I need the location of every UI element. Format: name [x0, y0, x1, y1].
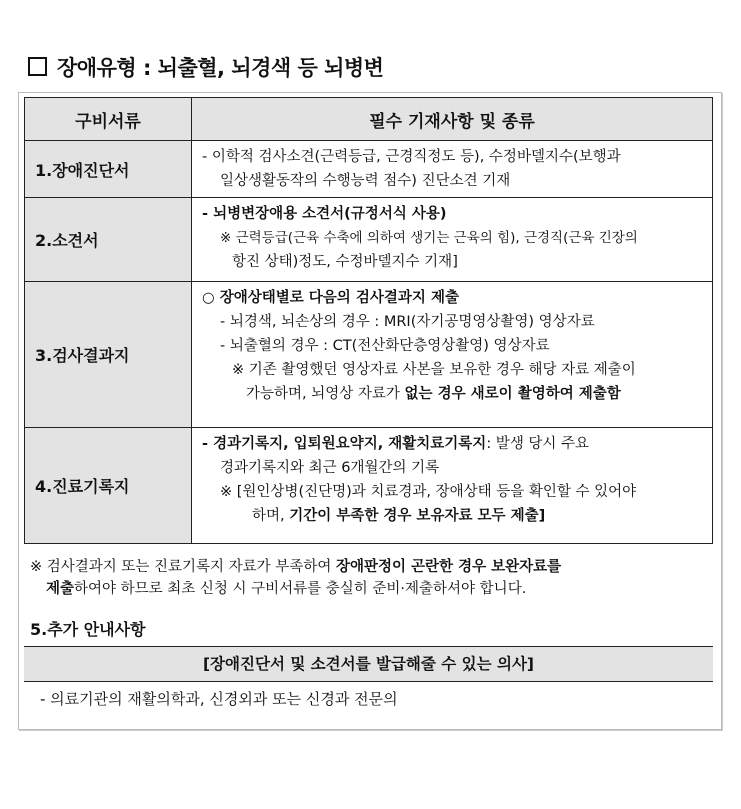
- table-row: [25, 141, 713, 198]
- notice-bold1: 장애판정이 곤란한 경우 보완자료를: [335, 559, 562, 575]
- section5-heading: 5.추가 안내사항: [30, 620, 146, 639]
- text-line: 일상생활동작의 수행능력 점수) 진단소견 기재: [220, 173, 511, 189]
- text-segment-bold: 없는 경우 새로이 촬영하여 제출함: [404, 386, 621, 402]
- doctor-info-bar: [장애진단서 및 소견서를 발급해줄 수 있는 의사]: [24, 646, 713, 682]
- notice-line2: [30, 578, 710, 600]
- header-requirements: 필수 기재사항 및 종류: [192, 98, 713, 141]
- row-content: [192, 198, 713, 282]
- text-line: [202, 432, 702, 456]
- text-line: ※ [원인상병(진단명)과 치료경과, 장애상태 등을 확인할 수 있어야: [220, 484, 637, 500]
- checkbox-square-icon: [28, 57, 47, 76]
- table-row: [25, 282, 713, 428]
- text-segment-bold: 기간이 부족한 경우 보유자료 모두 제출]: [289, 508, 546, 524]
- row-label: 2.소견서: [25, 198, 192, 282]
- text-line: - 뇌경색, 뇌손상의 경우 : MRI(자기공명영상촬영) 영상자료: [220, 314, 595, 330]
- text-line: [202, 504, 702, 528]
- notice-text: [30, 556, 710, 600]
- text-line: - 뇌병변장애용 소견서(규정서식 사용): [202, 206, 447, 222]
- text-segment: 가능하며, 뇌영상 자료가: [246, 386, 400, 402]
- page-title: [28, 52, 383, 82]
- table-row: [25, 198, 713, 282]
- row-content: [192, 428, 713, 544]
- page-title-text: 장애유형 : 뇌출혈, 뇌경색 등 뇌병변: [57, 56, 384, 80]
- doctor-info-item: - 의료기관의 재활의학과, 신경외과 또는 신경과 전문의: [40, 690, 398, 708]
- text-line: ※ 근력등급(근육 수축에 의하여 생기는 근육의 힘), 근경직(근육 긴장의: [220, 230, 638, 246]
- notice-part1: ※ 검사결과지 또는 진료기록지 자료가 부족하여: [30, 559, 332, 575]
- text-line: ※ 기존 촬영했던 영상자료 사본을 보유한 경우 해당 자료 제출이: [232, 362, 636, 378]
- text-segment-bold: - 경과기록지, 입퇴원요약지, 재활치료기록지: [202, 436, 487, 452]
- row-label: 3.검사결과지: [25, 282, 192, 428]
- row-content: [192, 141, 713, 198]
- row-content: [192, 282, 713, 428]
- text-line: [202, 382, 702, 406]
- row-label: 1.장애진단서: [25, 141, 192, 198]
- table-row: [25, 428, 713, 544]
- notice-bold2: 제출: [46, 581, 75, 597]
- text-line: 항진 상태)정도, 수정바델지수 기재]: [232, 254, 458, 270]
- text-segment: - 이학적 검사소견(근력등급, 근경직정도 등), 수정바델지수(보행과: [202, 149, 621, 165]
- text-segment: : 발생 당시 주요: [486, 436, 590, 452]
- header-documents: 구비서류: [25, 98, 192, 141]
- text-segment: 하며,: [252, 508, 285, 524]
- text-line: ○ 장애상태별로 다음의 검사결과지 제출: [202, 290, 459, 306]
- text-line: 경과기록지와 최근 6개월간의 기록: [220, 460, 440, 476]
- text-line: - 뇌출혈의 경우 : CT(전산화단층영상촬영) 영상자료: [220, 338, 550, 354]
- required-documents-table: [24, 97, 713, 544]
- row-label: 4.진료기록지: [25, 428, 192, 544]
- table-header-row: [25, 98, 713, 141]
- text-line: [202, 145, 702, 169]
- notice-part2: 하여야 하므로 최초 신청 시 구비서류를 충실히 준비·제출하셔야 합니다.: [74, 581, 527, 597]
